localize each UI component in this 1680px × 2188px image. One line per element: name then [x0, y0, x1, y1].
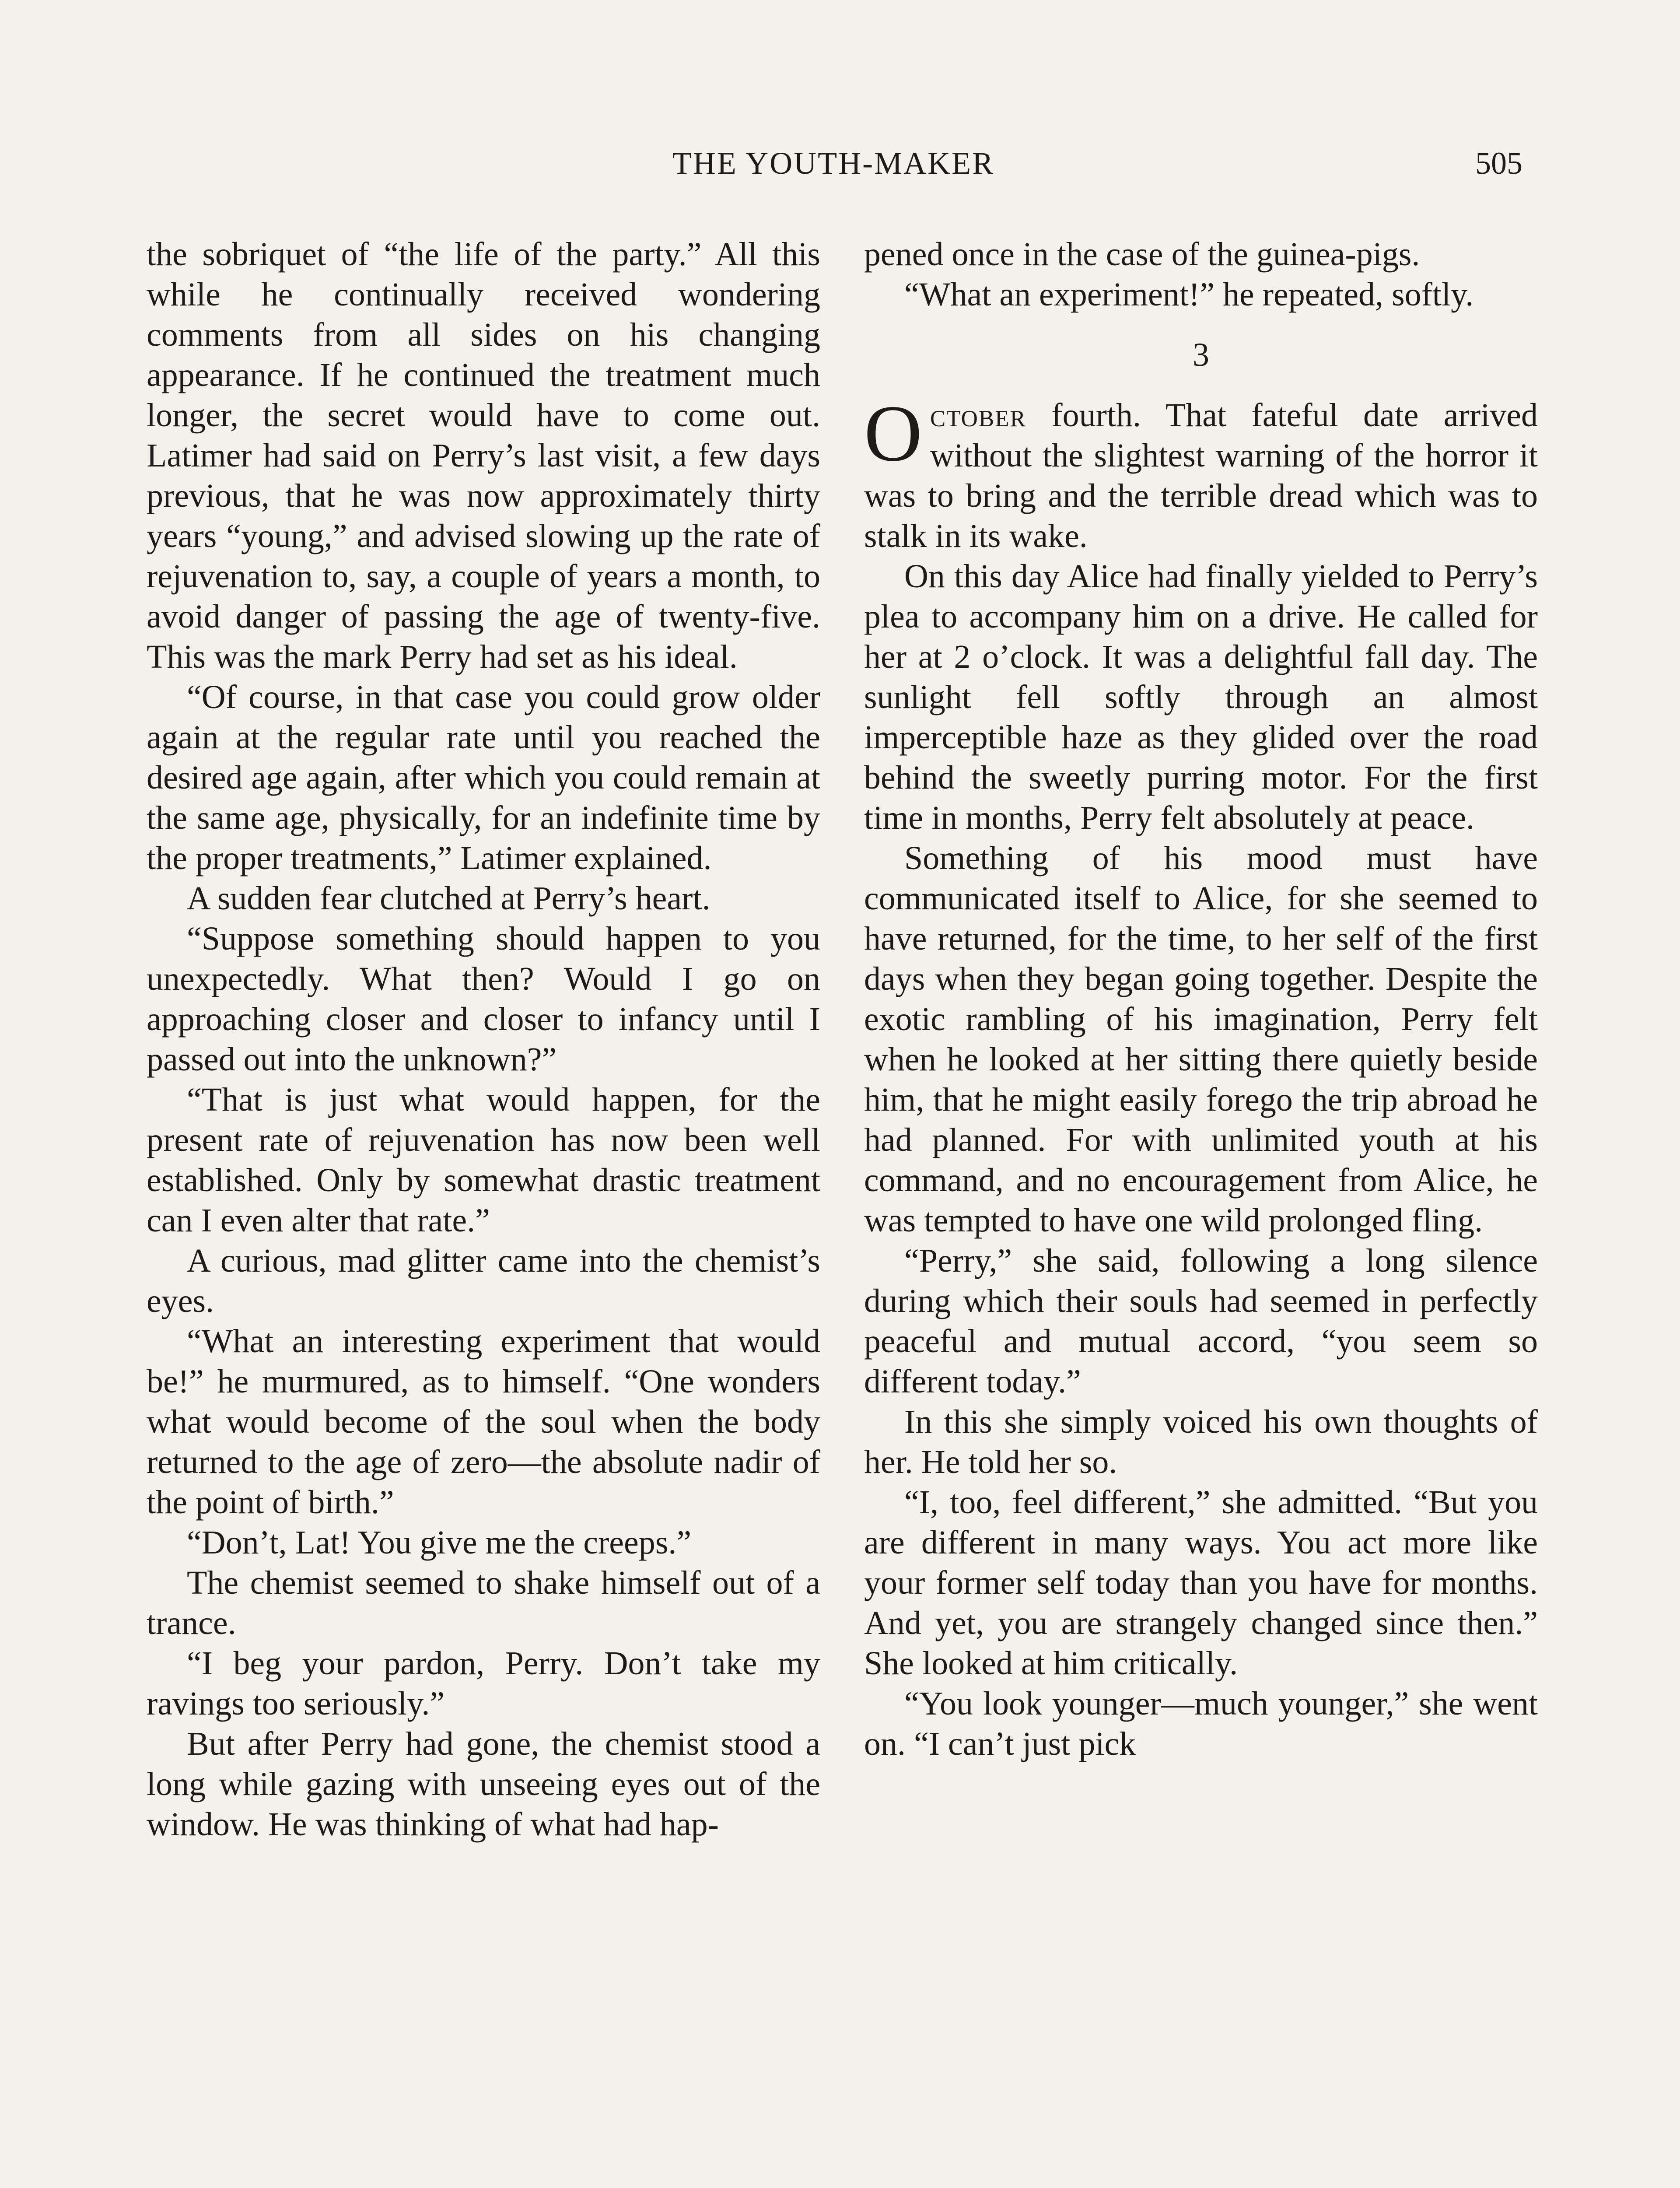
left-column	[147, 234, 820, 1844]
page-header	[144, 139, 1522, 187]
page-number: 505	[1475, 146, 1522, 181]
right-column	[864, 234, 1538, 1764]
smallcaps-word: ctober	[930, 397, 1027, 434]
paragraph: pened once in the case of the guinea-pigs.	[864, 236, 1420, 273]
paragraph: “Suppose something should happen to you unexpectedly. What then? Would I go on approaching closer and closer to infancy until I passed out into the unknown?”	[147, 920, 820, 1078]
dropcap-text: fourth. That fateful date arrived without the slightest warning of the horror it was to bring and the terrible dread which was to stalk in its wake.	[864, 397, 1538, 554]
paragraph: “I beg your pardon, Perry. Don’t take my ravings too seriously.”	[147, 1645, 820, 1722]
paragraph: “What an experiment!” he repeated, softly.	[904, 276, 1474, 313]
drop-cap-letter: O	[864, 389, 922, 478]
paragraph: “Perry,” she said, following a long silence during which their souls had seemed in perfectly peaceful and mutual accord, “you seem so different today.”	[864, 1242, 1538, 1400]
paragraph: “Of course, in that case you could grow older again at the regular rate until you reached the desired age again, after which you could remain at the same age, physically, for an indefinite time by the proper treatments,” Latimer explained.	[147, 679, 820, 877]
paragraph: A curious, mad glitter came into the chemist’s eyes.	[147, 1242, 820, 1319]
paragraph: “I, too, feel different,” she admitted. “But you are different in many ways. You act more like your former self today than you have for months. And yet, you are strangely changed since then.” She looked at him critically.	[864, 1484, 1538, 1682]
paragraph: The chemist seemed to shake himself out of a trance.	[147, 1564, 820, 1641]
paragraph: On this day Alice had finally yielded to Perry’s plea to accompany him on a drive. He called for her at 2 o’clock. It was a delightful fall day. The sunlight fell softly through an almost imperceptible haze as they glided over the road behind the sweetly purring motor. For the first time in months, Perry felt absolutely at peace.	[864, 558, 1538, 836]
paragraph: A sudden fear clutched at Perry’s heart.	[187, 880, 710, 917]
paragraph: “What an interesting experiment that would be!” he murmured, as to himself. “One wonders what would become of the soul when the body returned to the age of zero—the absolute nadir of the point of birth.”	[147, 1323, 820, 1521]
running-title: THE YOUTH-MAKER	[672, 146, 995, 181]
paragraph: “You look younger—much younger,” she went on. “I can’t just pick	[864, 1685, 1538, 1762]
paragraph: the sobriquet of “the life of the party.” All this while he continually received wondering comments from all sides on his changing appearance. If he continued the treatment much longer, the secret would have to come out. Latimer had said on Perry’s last visit, a few days previous, that he was now approximately thirty years “young,” and advised slowing up the rate of rejuvenation to, say, a couple of years a month, to avoid danger of passing the age of twenty-five. This was the mark Perry had set as his ideal.	[147, 236, 820, 675]
paragraph: Something of his mood must have communicated itself to Alice, for she seemed to have returned, for the time, to her self of the first days when they began going together. Despite the exotic rambling of his imagination, Perry felt when he looked at her sitting there quietly beside him, that he might easily forego the trip abroad he had planned. For with unlimited youth at his command, and no encouragement from Alice, he was tempted to have one wild prolonged fling.	[864, 840, 1538, 1239]
paragraph: In this she simply voiced his own thoughts of her. He told her so.	[864, 1403, 1538, 1480]
paragraph: “That is just what would happen, for the present rate of rejuvenation has now been well established. Only by somewhat drastic treatment can I even alter that rate.”	[147, 1081, 820, 1239]
dropcap-paragraph	[864, 389, 1538, 556]
paragraph: But after Perry had gone, the chemist stood a long while gazing with unseeing eyes out of the window. He was thinking of what had hap-	[147, 1725, 820, 1843]
section-number: 3	[1193, 337, 1209, 373]
paragraph: “Don’t, Lat! You give me the creeps.”	[187, 1524, 692, 1561]
